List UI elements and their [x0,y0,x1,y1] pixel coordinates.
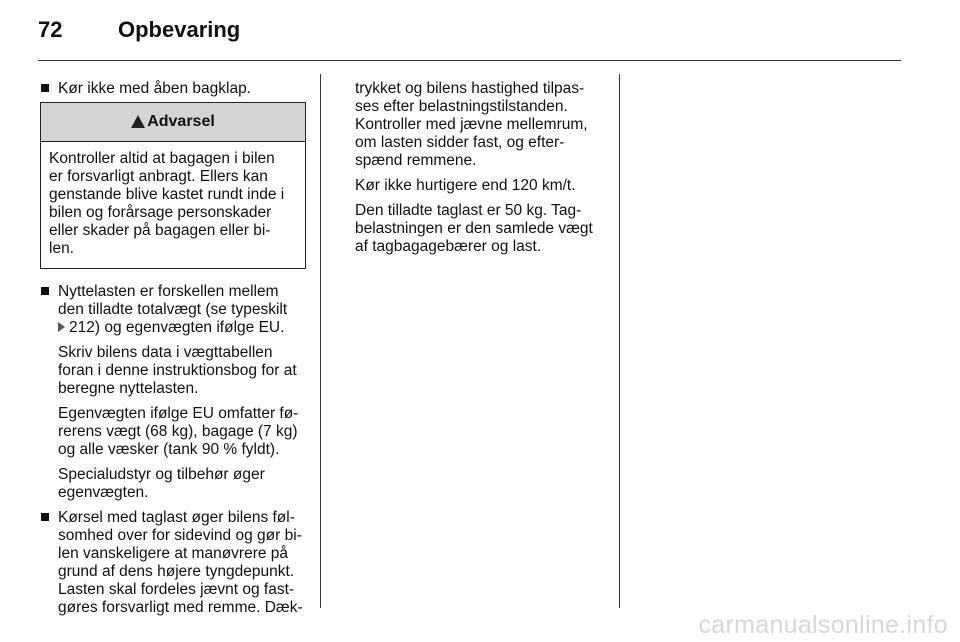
text-line: Kontroller med jævne mellemrum, [355,116,588,133]
paragraph-weight-table [40,344,306,398]
warning-line: Kontroller altid at bagagen i bilen [49,150,275,167]
warning-line: er forsvarligt anbragt. Ellers kan [49,168,268,185]
page-reference-arrow-icon [58,322,65,332]
bullet-square-icon [41,287,49,295]
text-line: beregne nyttelasten. [58,380,199,397]
text-line: Skriv bilens data i vægttabellen [58,344,273,361]
warning-line: len. [49,240,74,257]
text-line: spænd remmene. [355,152,477,169]
warning-triangle-icon [131,115,145,128]
column-divider-right [619,74,620,608]
page-title: Opbevaring [118,17,241,42]
bullet-rear-hatch [40,80,306,98]
column-1 [40,80,306,617]
bullet-line: len vanskeligere at manøvrere på [58,545,289,562]
paragraph-roof-load-limit [355,202,610,256]
bullet-line: den tilladte totalvægt (se typeskilt [58,301,288,318]
text-line: Den tilladte taglast er 50 kg. Tag- [355,202,582,219]
paragraph-accessories [40,466,306,502]
paragraph-speed-limit [355,177,610,195]
bullet-line: somhed over for sidevind og gør bi- [58,527,302,544]
text-line: trykket og bilens hastighed tilpas- [355,80,585,97]
header-rule [38,60,901,61]
text-line: om lasten sidder fast, og efter- [355,134,565,151]
bullet-line: Kørsel med taglast øger bilens føl- [58,509,295,526]
text-line: belastningen er den samlede vægt [355,220,593,237]
column-2 [355,80,610,256]
paragraph-eu-weight [40,405,306,459]
warning-box [40,102,306,269]
text-line: rerens vægt (68 kg), bagage (7 kg) [58,423,298,440]
warning-line: genstande blive kastet rundt inde i [49,186,285,203]
warning-line: eller skader på bagagen eller bi- [49,222,271,239]
text-line: Specialudstyr og tilbehør øger [58,466,265,483]
bullet-line: Nyttelasten er forskellen mellem [58,283,279,300]
text-line: egenvægten. [58,484,149,501]
page-reference-text: 212) og egenvægten ifølge EU. [69,319,285,336]
warning-body [41,142,305,268]
text-line: Egenvægten ifølge EU omfatter fø- [58,405,299,422]
warning-title: Advarsel [147,113,215,130]
bullet-line-ref [58,319,306,337]
text-line: Kør ikke hurtigere end 120 km/t. [355,177,576,194]
bullet-square-icon [41,84,49,92]
column-divider-left [320,74,321,608]
bullet-line: Lasten skal fordeles jævnt og fast- [58,581,295,598]
text-line: og alle væsker (tank 90 % fyldt). [58,441,280,458]
text-line: ses efter belastningstilstanden. [355,98,568,115]
text-line: af tagbagagebærer og last. [355,238,542,255]
bullet-text: Kør ikke med åben bagklap. [58,80,251,97]
bullet-roof-load [40,509,306,617]
paragraph-tyre-pressure [355,80,610,170]
bullet-square-icon [41,513,49,521]
warning-header [41,103,305,142]
bullet-payload [40,283,306,337]
page-number: 72 [38,17,63,42]
watermark: carmanualsonline.info [698,611,948,639]
bullet-line: grund af dens højere tyngdepunkt. [58,563,295,580]
bullet-line: gøres forsvarligt med remme. Dæk- [58,599,303,616]
text-line: foran i denne instruktionsbog for at [58,362,297,379]
warning-line: bilen og forårsage personskader [49,204,272,221]
